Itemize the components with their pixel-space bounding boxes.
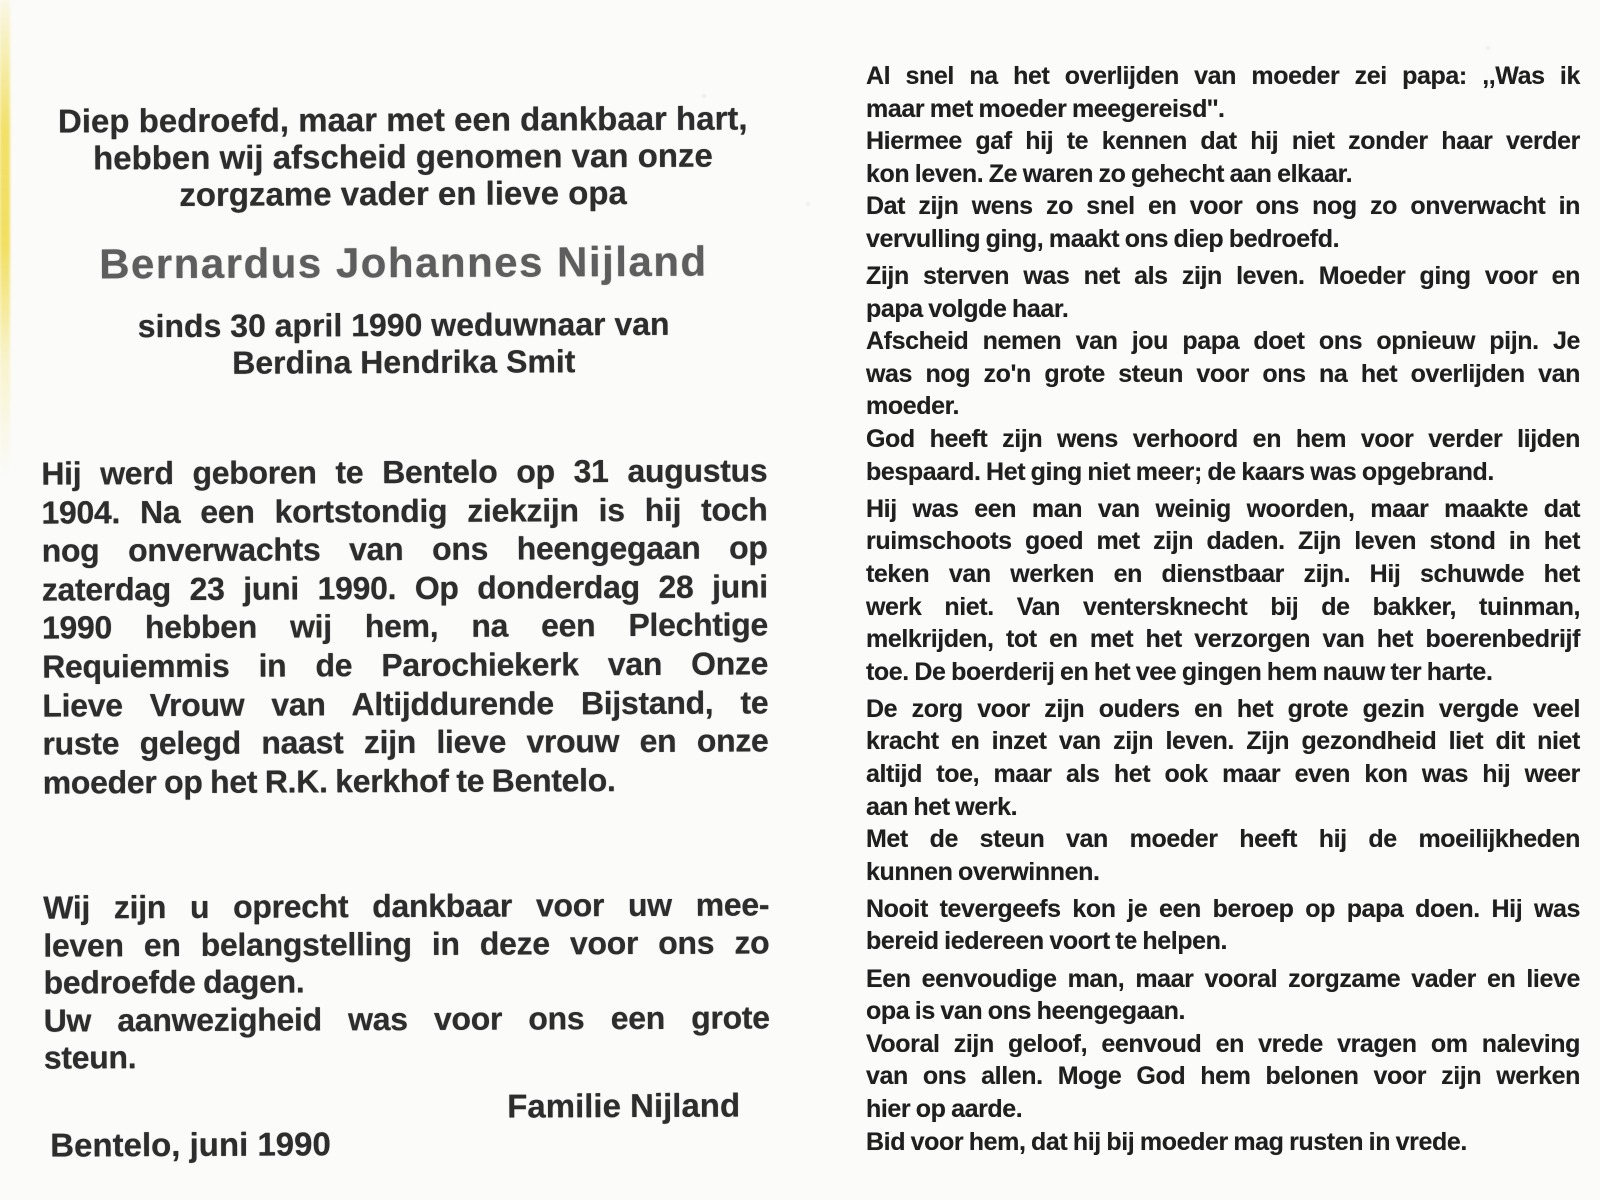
text-line: Hij was een man van weinig woorden, maar maakte dat: [866, 494, 1580, 523]
text-line: aan het werk.: [866, 792, 1018, 821]
text-line: Requiemmis in de Parochiekerk van Onze: [42, 645, 769, 685]
paragraph: [866, 1028, 1580, 1126]
paragraph: [866, 1126, 1580, 1159]
text-line: werk niet. Van ventersknecht bij de bakker, tuinman,: [866, 592, 1580, 621]
text-line: steun.: [43, 1039, 137, 1076]
text-line: ruimschoots goed met zijn daden. Zijn leven stond in het: [866, 527, 1580, 556]
paragraph: [866, 423, 1580, 488]
text-line: leven en belangstelling in deze voor ons zo: [43, 924, 770, 964]
text-line: kunnen overwinnen.: [866, 857, 1100, 886]
text-line: maar met moeder meegereisd''.: [866, 94, 1225, 123]
intro-text: [40, 99, 766, 213]
paragraph: [866, 693, 1580, 823]
text-line: hier op aarde.: [866, 1094, 1023, 1123]
paragraph: [866, 125, 1580, 190]
text-line: was nog zo'n grote steun voor ons na het overlijden van: [866, 359, 1580, 388]
text-block: [866, 693, 1580, 889]
deceased-name: Bernardus Johannes Nijland: [99, 237, 708, 288]
text-line: Lieve Vrouw van Altijddurende Bijstand, te: [42, 683, 769, 724]
paragraph: [41, 451, 769, 802]
text-block: [866, 493, 1580, 689]
text-line: Diep bedroefd, maar met een dankbaar hart,: [57, 99, 748, 140]
text-line: teken van werken en dienstbaar zijn. Hij schuwde het: [866, 559, 1580, 588]
text-line: altijd toe, maar als het ook maar even kon was hij weer: [866, 759, 1580, 788]
text-line: De zorg voor zijn ouders en het grote gezin vergde veel: [866, 694, 1580, 723]
text-block: [866, 893, 1580, 958]
text-line: Al snel na het overlijden van moeder zei papa: ,,Was ik: [866, 62, 1580, 90]
text-line: nog onverwachts van ons heengegaan op: [41, 529, 768, 569]
text-line: Hij werd geboren te Bentelo op 31 augustus: [41, 452, 768, 492]
text-line: Berdina Hendrika Smit: [232, 343, 576, 381]
paragraph: [866, 963, 1580, 1028]
text-line: Vooral zijn geloof, eenvoud en vrede vragen om naleving: [866, 1029, 1580, 1058]
text-line: opa is van ons heengegaan.: [866, 997, 1186, 1026]
scan-edge-artifact: [0, 0, 10, 720]
text-line: papa volgde haar.: [866, 294, 1069, 323]
text-line: ruste gelegd naast zijn lieve vrouw en onze: [42, 722, 769, 762]
left-page: [40, 99, 771, 1163]
text-line: zorgzame vader en lieve opa: [179, 174, 627, 213]
text-line: melkrijden, tot en met het verzorgen van het boerenbedrijf: [866, 625, 1580, 654]
text-line: Een eenvoudige man, maar vooral zorgzame vader en lieve: [866, 964, 1580, 993]
widower-of-text: [41, 305, 767, 382]
paragraph: [43, 887, 769, 1003]
signature: Familie Nijland: [507, 1086, 741, 1125]
text-line: kracht en inzet van zijn leven. Zijn gezondheid liet dit niet: [866, 727, 1580, 756]
text-line: Dat zijn wens zo snel en voor ons nog zo onverwacht in: [866, 192, 1580, 221]
text-line: Uw aanwezigheid was voor ons een grote: [43, 999, 770, 1039]
text-block: [866, 260, 1580, 488]
paragraph: [866, 60, 1580, 125]
text-line: bereid iedereen voort te helpen.: [866, 927, 1228, 956]
text-line: Hiermee gaf hij te kennen dat hij niet zonder haar verder: [866, 127, 1580, 156]
text-line: toe. De boerderij en het vee gingen hem nauw ter harte.: [866, 657, 1493, 686]
biography-text: [41, 451, 769, 802]
text-line: Met de steun van moeder heeft hij de moeilijkheden: [866, 825, 1580, 854]
text-line: van ons allen. Moge God hem belonen voor zijn werken: [866, 1062, 1580, 1091]
right-page-text: [866, 60, 1580, 1158]
paragraph: [866, 325, 1580, 423]
acknowledgement-text: [43, 887, 770, 1078]
text-line: 1904. Na een kortstondig ziekzijn is hij toch: [41, 491, 768, 531]
text-line: zaterdag 23 juni 1990. Op donderdag 28 juni: [41, 568, 768, 608]
text-line: moeder op het R.K. kerkhof te Bentelo.: [42, 761, 616, 801]
text-block: [866, 963, 1580, 1159]
text-line: Nooit tevergeefs kon je een beroep op papa doen. Hij was: [866, 894, 1580, 923]
paragraph: [866, 260, 1580, 325]
right-page: [866, 60, 1580, 1163]
paragraph: [44, 999, 770, 1077]
text-line: bespaard. Het ging niet meer; de kaars was opgebrand.: [866, 457, 1494, 486]
text-line: Bid voor hem, dat hij bij moeder mag rusten in vrede.: [866, 1127, 1467, 1156]
text-line: hebben wij afscheid genomen van onze: [92, 136, 713, 177]
text-line: Wij zijn u oprecht dankbaar voor uw mee-: [43, 886, 770, 926]
text-line: vervulling ging, maakt ons diep bedroefd.: [866, 224, 1340, 253]
paragraph: [866, 493, 1580, 689]
text-line: bedroefde dagen.: [43, 963, 305, 1001]
paragraph: [866, 823, 1580, 888]
text-line: kon leven. Ze waren zo gehecht aan elkaar.: [866, 159, 1353, 188]
text-line: Afscheid nemen van jou papa doet ons opnieuw pijn. Je: [866, 327, 1580, 356]
text-line: sinds 30 april 1990 weduwnaar van: [137, 305, 670, 345]
text-block: [866, 60, 1580, 256]
text-line: 1990 hebben wij hem, na een Plechtige: [41, 606, 769, 646]
text-line: moeder.: [866, 392, 960, 421]
place-and-date: Bentelo, juni 1990: [50, 1125, 331, 1164]
paragraph: [866, 893, 1580, 958]
text-line: God heeft zijn wens verhoord en hem voor verder lijden: [866, 425, 1580, 454]
paragraph: [866, 190, 1580, 255]
text-line: Zijn sterven was net als zijn leven. Moeder ging voor en: [866, 262, 1580, 291]
